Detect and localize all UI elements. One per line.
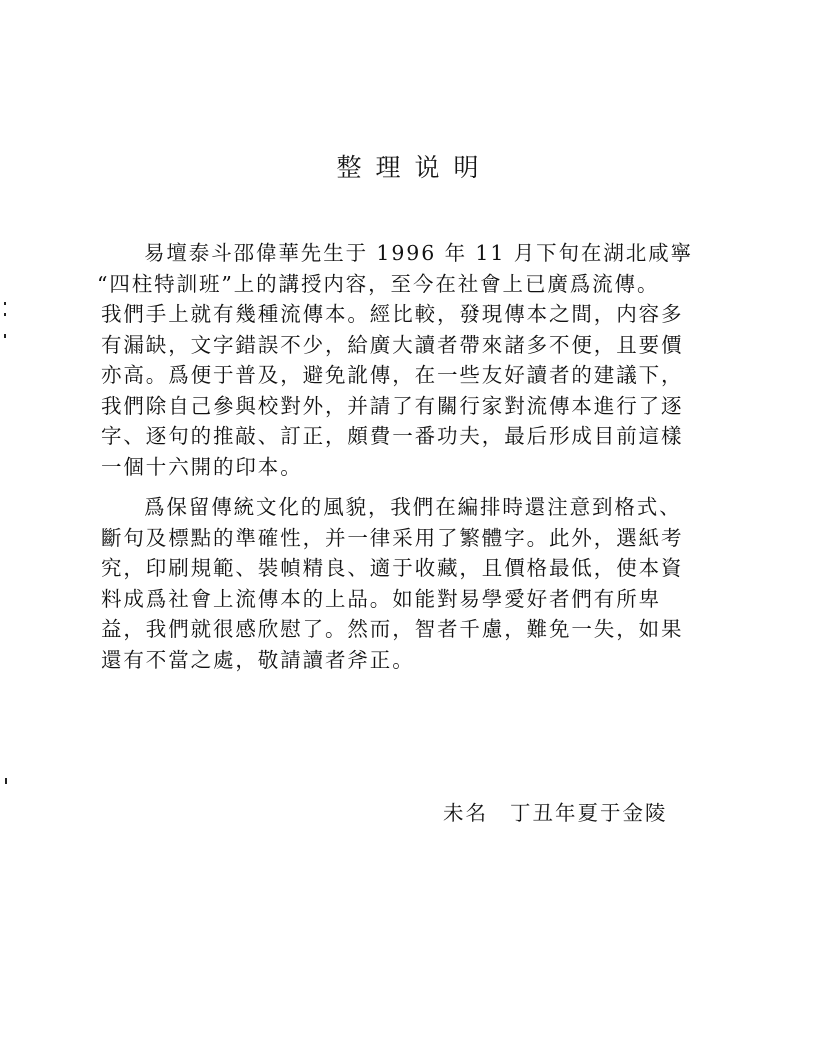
text-line: 有漏缺，文字錯誤不少，給廣大讀者帶來諸多不便，且要價 xyxy=(101,332,684,357)
text-line: 易壇泰斗邵偉華先生于 1996 年 11 月下旬在湖北咸寧 xyxy=(144,241,693,265)
document-body xyxy=(97,238,741,675)
text-line: 益，我們就很感欣慰了。然而，智者千慮，難免一失，如果 xyxy=(101,617,684,641)
text-line: 一個十六開的印本。 xyxy=(101,454,303,479)
text-line: 究，印刷規範、裝幀精良、適于收藏，且價格最低，使本資 xyxy=(101,556,684,580)
text-line: 爲保留傳統文化的風貌，我們在編排時還注意到格式、 xyxy=(144,495,682,519)
text-line: “四柱特訓班”上的講授内容，至今在社會上已廣爲流傳。 xyxy=(97,271,660,296)
text-line: 我們除自己參與校對外，并請了有關行家對流傳本進行了逐 xyxy=(101,393,684,418)
scan-mark xyxy=(5,778,7,784)
scan-mark xyxy=(4,302,6,305)
text-line: 斷句及標點的準確性，并一律采用了繁體字。此外，選紙考 xyxy=(101,525,684,550)
scan-mark xyxy=(4,313,6,316)
text-line: 亦高。爲便于普及，避免訛傳，在一些友好讀者的建議下， xyxy=(101,363,684,387)
text-line: 還有不當之處，敬請讀者斧正。 xyxy=(101,647,415,672)
signature-date-place: 丁丑年夏于金陵 xyxy=(510,801,668,825)
text-line: 字、逐句的推敲、訂正，頗費一番功夫，最后形成目前這樣 xyxy=(101,424,684,448)
page-title: 整理说明 xyxy=(336,153,493,182)
signature-author: 未名 xyxy=(443,801,488,825)
signature xyxy=(443,796,668,826)
scan-mark xyxy=(4,334,6,338)
paragraph-1 xyxy=(97,238,741,482)
text-line: 料成爲社會上流傳本的上品。如能對易學愛好者們有所卑 xyxy=(101,586,661,611)
paragraph-2 xyxy=(101,492,741,675)
text-line: 我們手上就有幾種流傳本。經比較，發現傳本之間，内容多 xyxy=(101,302,684,326)
